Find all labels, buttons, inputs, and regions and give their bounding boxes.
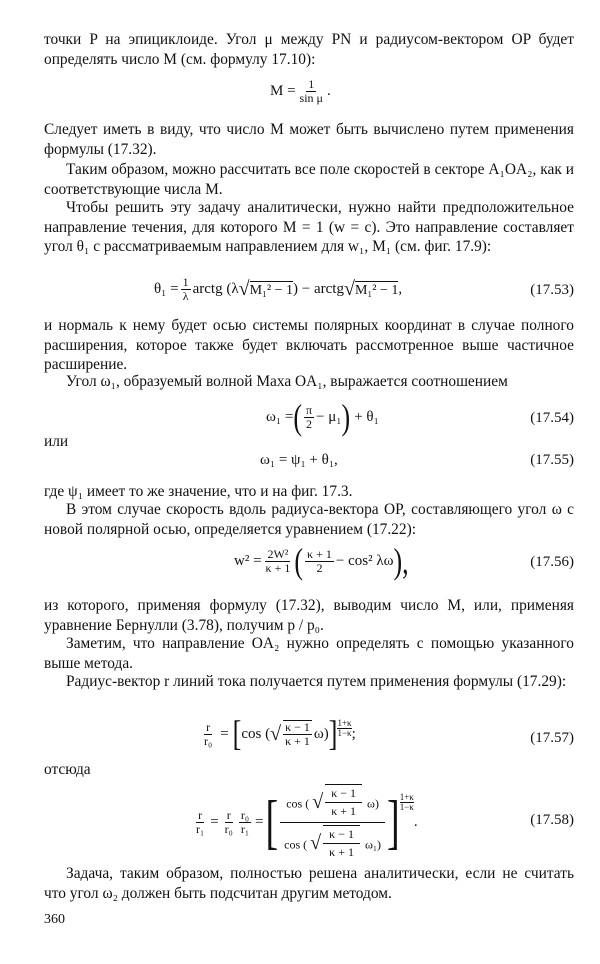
paragraph-2: Следует иметь в виду, что число M может быть вычислено путем применения формулы (17.32).	[44, 121, 574, 158]
paragraph-4: Чтобы решить эту задачу аналитически, нужно найти предположительное направление течения, для которого M = 1 (w = c). Это направление составляет угол θ₁ с рассматриваемым направлением для w₁, M₁ (см. фиг. 17.9):	[44, 199, 574, 255]
eq58-exp-num: 1+κ	[399, 792, 414, 802]
eq58-main-fraction	[278, 782, 387, 863]
eq58-a-num: r	[198, 808, 203, 822]
eq58-a-den: r₁	[196, 822, 205, 836]
eq58-bracket-close: ]	[387, 788, 400, 857]
eq58-bot-cos: cos (	[284, 837, 308, 852]
eq53-mid: arctg (λ	[192, 281, 239, 297]
paragraph-1: точки P на эпициклоиде. Угол μ между PN и радиусом-вектором OP будет определять число M (см. формулу 17.10):	[44, 31, 574, 68]
eq56-num: 2W²	[267, 547, 289, 561]
eq58-b-num: r	[226, 808, 231, 822]
paragraph-11: Заметим, что направление OA₂ нужно определять с помощью указанного выше метода.	[44, 635, 574, 672]
equation-17-56	[44, 540, 574, 584]
paragraph-3: Таким образом, можно рассчитать все поле скоростей в секторе A₁OA₂, как и соответствующие числа M.	[44, 161, 574, 198]
eq58-top-cos: cos (	[286, 796, 310, 811]
eq58-tail: .	[413, 814, 418, 830]
eq54-rest: − μ₁	[316, 409, 342, 425]
paragraph-13: отсюда	[44, 761, 91, 778]
eq53-mid2: ) − arctg	[293, 281, 344, 297]
paragraph-7: или	[44, 433, 69, 450]
paragraph-6: Угол ω₁, образуемый волной Маха OA₁, выражается соотношением	[66, 373, 508, 390]
eq-m-num: 1	[308, 77, 315, 91]
eq56-lhs: w² =	[234, 553, 262, 569]
eq56-den: κ + 1	[265, 561, 291, 575]
eq-m-lhs: M =	[270, 83, 296, 99]
eq58-top-rad-den: κ + 1	[331, 804, 357, 818]
eq58-number: (17.58)	[530, 812, 574, 828]
equation-17-55	[44, 448, 574, 474]
eq57-bracket-open: [	[232, 713, 242, 754]
eq53-rad1-body: M₁² − 1	[249, 282, 294, 298]
eq57-rad-num: κ − 1	[285, 720, 310, 734]
eq54-den: 2	[306, 417, 313, 431]
eq56-den2: 2	[316, 561, 323, 575]
eq55-number: (17.55)	[530, 452, 574, 468]
eq53-rad2-body: M₁² − 1	[354, 282, 399, 298]
eq58-top-radical: √ $\frac{\kappa - 1}{\kappa + 1}$	[312, 784, 364, 820]
eq58-bot-radical: √ $\frac{\kappa - 1}{\kappa + 1}$	[310, 825, 362, 861]
eq57-exp-num: 1+κ	[337, 717, 352, 728]
eq54-num: π	[305, 403, 313, 417]
eq53-fraction	[181, 276, 191, 303]
eq56-rest: − cos² λω	[335, 553, 394, 569]
eq54-lhs: ω₁ =	[266, 409, 294, 425]
eq56-number: (17.56)	[530, 554, 574, 570]
eq57-body: cos (	[241, 725, 271, 742]
eq-m-tail: .	[326, 83, 331, 99]
eq58-exponent	[400, 793, 414, 812]
eq58-top-omega: ω)	[367, 796, 379, 811]
paragraph-8: где ψ₁ имеет то же значение, что и на фиг. 17.3.	[44, 483, 353, 500]
eq58-frac-c	[239, 809, 251, 836]
eq57-exp-den: 1−κ	[337, 727, 352, 738]
eq53-radical-1: √ M₁² − 1	[238, 278, 294, 300]
eq57-lhs-num: r	[206, 719, 211, 734]
equation-17-58	[44, 776, 574, 859]
eq58-eq2: =	[255, 814, 264, 830]
eq-m-den: sin μ	[299, 91, 323, 105]
eq58-frac-a	[194, 809, 206, 836]
eq54-open: (	[293, 396, 302, 438]
eq58-bot-rad-den: κ + 1	[329, 845, 354, 859]
eq53-radical-2: √ M₁² − 1	[343, 278, 399, 300]
equation-17-57	[44, 713, 574, 762]
paragraph-9: В этом случае скорость вдоль радиуса-вектора OP, составляющего угол ω с новой полярной осью, определяется уравнением (17.22):	[44, 501, 574, 538]
eq57-eq: =	[220, 725, 229, 742]
eq54-close: )	[341, 396, 351, 438]
eq54-number: (17.54)	[530, 410, 574, 426]
eq55-body: ω₁ = ψ₁ + θ₁,	[260, 452, 338, 468]
eq56-open: (	[294, 540, 304, 582]
page-number: 360	[44, 912, 65, 927]
eq58-bracket-open: [	[265, 788, 279, 857]
eq57-rad-den: κ + 1	[285, 734, 310, 748]
eq56-fraction-1	[264, 548, 293, 575]
eq57-number: (17.57)	[530, 730, 574, 746]
eq58-top-rad-num: κ − 1	[325, 785, 362, 803]
eq56-close: ),	[393, 540, 409, 582]
eq58-c-num: r₀	[240, 808, 250, 822]
paragraph-5: и нормаль к нему будет осью системы полярных координат в случае полного расширения, которое также будет включать рассмотренное выше частичное расширение.	[44, 317, 574, 373]
eq57-tail: ;	[351, 725, 356, 742]
eq58-bot-rad-num: κ − 1	[323, 826, 360, 844]
eq56-num2: κ + 1	[307, 547, 332, 561]
eq58-frac-b	[223, 809, 235, 836]
eq53-lhs: θ₁ =	[154, 281, 179, 297]
equation-m	[44, 72, 574, 112]
eq54-fraction	[304, 404, 314, 431]
eq58-bot-rad-fraction	[323, 825, 360, 861]
eq58-main-num	[280, 782, 385, 823]
eq56-fraction-2	[305, 548, 334, 575]
paragraph-10: из которого, применяя формулу (17.32), выводим число M, или, применяя уравнение Бернулли (3.78), получим p / p₀.	[44, 597, 574, 634]
paragraph-12: Радиус-вектор r линий тока получается путем применения формулы (17.29):	[66, 673, 567, 690]
eq58-exp-den: 1−κ	[399, 802, 414, 812]
eq58-c-den: r₁	[240, 822, 250, 836]
eq58-b-den: r₀	[224, 822, 233, 836]
eq57-bracket-close: ]	[328, 713, 338, 754]
eq57-lhs-fraction	[202, 721, 214, 748]
eq57-lhs-den: r₀	[204, 733, 213, 748]
eq53-den: λ	[182, 289, 189, 303]
eq57-radical: √ $\frac{\kappa - 1}{\kappa + 1}$	[270, 720, 310, 748]
eq57-exponent	[337, 719, 351, 738]
eq53-number: (17.53)	[530, 282, 574, 298]
eq58-eq1: =	[210, 814, 219, 830]
paragraph-14: Задача, таким образом, полностью решена аналитически, если не считать что угол ω₂ должен быть подсчитан другим методом.	[44, 865, 574, 902]
eq58-main-den	[278, 823, 387, 863]
eq54-tail: + θ₁	[354, 409, 379, 425]
eq53-tail: ,	[398, 281, 403, 297]
eq58-bot-omega: ω₁)	[364, 837, 382, 852]
equation-17-53	[44, 272, 574, 312]
eq-m-fraction	[298, 78, 325, 105]
eq58-top-rad-fraction	[325, 784, 362, 820]
eq53-num: 1	[182, 275, 189, 289]
eq57-omega: ω)	[313, 725, 329, 742]
eq57-rad-fraction	[283, 720, 312, 748]
